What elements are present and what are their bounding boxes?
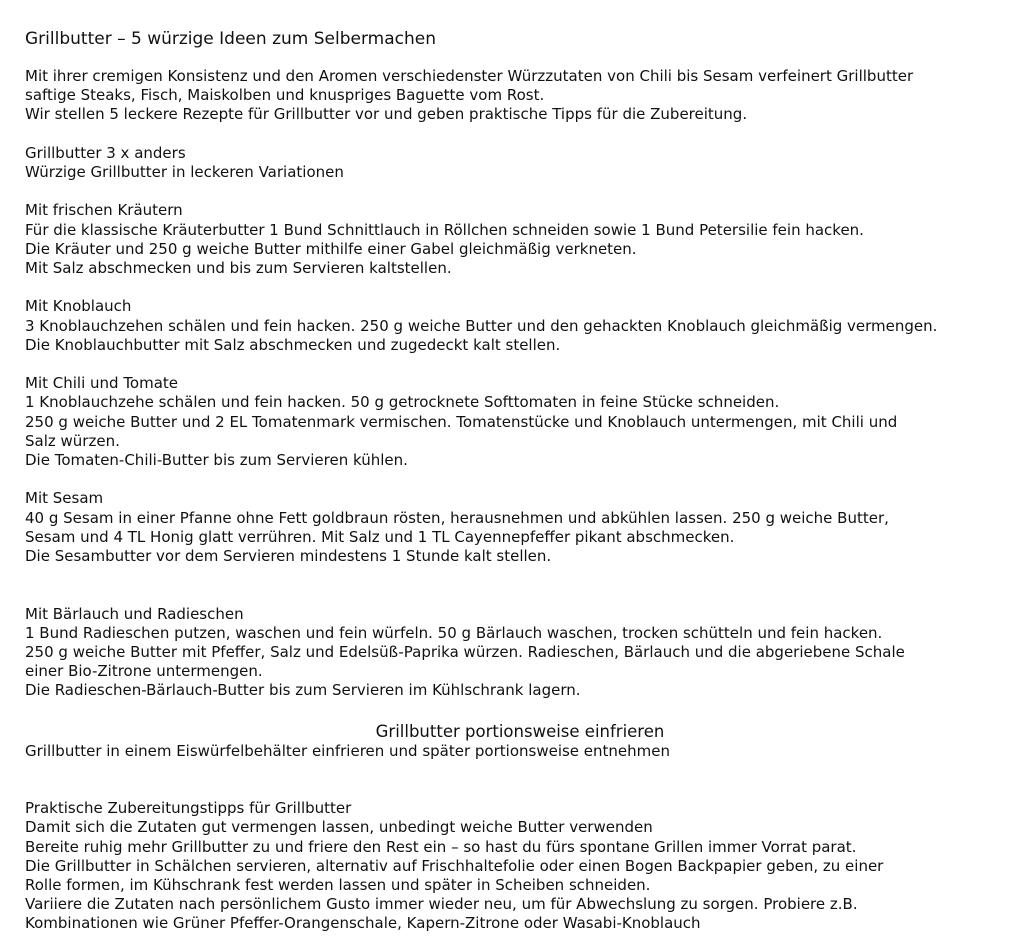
recipe-baerlauch-radieschen (25, 605, 1015, 701)
document (25, 28, 1015, 934)
recipe-chili-tomate (25, 374, 1015, 470)
recipe-line: Die Knoblauchbutter mit Salz abschmecken und zugedeckt kalt stellen. (25, 335, 561, 354)
recipe-kraeuter (25, 201, 1015, 278)
freeze-heading: Grillbutter portionsweise einfrieren (375, 721, 665, 741)
recipe-line: Die Kräuter und 250 g weiche Butter mithilfe einer Gabel gleichmäßig verkneten. (25, 239, 637, 258)
recipe-sesam (25, 489, 1015, 566)
section-subheading: Würzige Grillbutter in leckeren Variationen (25, 163, 344, 181)
recipe-line: Mit Salz abschmecken und bis zum Servieren kaltstellen. (25, 259, 452, 277)
recipe-knoblauch (25, 297, 1015, 355)
intro-line: saftige Steaks, Fisch, Maiskolben und knuspriges Baguette vom Rost. (25, 86, 545, 105)
recipe-heading: Mit frischen Kräutern (25, 201, 183, 220)
intro (25, 67, 1015, 125)
tip-line: Damit sich die Zutaten gut vermengen lassen, unbedingt weiche Butter verwenden (25, 818, 653, 837)
recipe-line: Salz würzen. (25, 431, 120, 450)
recipe-line: 1 Knoblauchzehe schälen und fein hacken. 50 g getrocknete Softtomaten in feine Stücke schneiden. (25, 393, 780, 412)
recipe-heading: Mit Bärlauch und Radieschen (25, 604, 244, 623)
tip-line: Bereite ruhig mehr Grillbutter zu und friere den Rest ein – so hast du fürs spontane Grillen immer Vorrat parat. (25, 837, 857, 856)
recipe-line: 40 g Sesam in einer Pfanne ohne Fett goldbraun rösten, herausnehmen und abkühlen lassen. 250 g weiche Butter, (25, 508, 889, 527)
page-title: Grillbutter – 5 würzige Ideen zum Selbermachen (25, 29, 436, 49)
recipe-line: Die Tomaten-Chili-Butter bis zum Servieren kühlen. (25, 451, 408, 469)
recipe-line: 250 g weiche Butter und 2 EL Tomatenmark vermischen. Tomatenstücke und Knoblauch untermengen, mit Chili und (25, 412, 898, 431)
tip-line: Die Grillbutter in Schälchen servieren, alternativ auf Frischhaltefolie oder einen Bogen Backpapier geben, zu einer (25, 856, 884, 875)
intro-line: Wir stellen 5 leckere Rezepte für Grillbutter vor und geben praktische Tipps für die Zubereitung. (25, 105, 748, 124)
tips-heading: Praktische Zubereitungstipps für Grillbutter (25, 799, 352, 818)
recipe-line: 3 Knoblauchzehen schälen und fein hacken. 250 g weiche Butter und den gehackten Knoblauch gleichmäßig vermengen. (25, 316, 938, 335)
recipe-line: Sesam und 4 TL Honig glatt verrühren. Mit Salz und 1 TL Cayennepfeffer pikant abschmecken. (25, 527, 735, 546)
tip-line: Variiere die Zutaten nach persönlichem Gusto immer wieder neu, um für Abwechslung zu sorgen. Probiere z.B. (25, 895, 858, 914)
recipe-heading: Mit Chili und Tomate (25, 374, 179, 393)
recipe-line: Für die klassische Kräuterbutter 1 Bund Schnittlauch in Röllchen schneiden sowie 1 Bund Petersilie fein hacken. (25, 220, 864, 239)
tip-line: Rolle formen, im Kühschrank fest werden lassen und später in Scheiben schneiden. (25, 876, 651, 895)
freeze-section (25, 722, 1015, 761)
tip-line: Kombinationen wie Grüner Pfeffer-Orangenschale, Kapern-Zitrone oder Wasabi-Knoblauch (25, 914, 701, 933)
recipe-line: Die Radieschen-Bärlauch-Butter bis zum Servieren im Kühlschrank lagern. (25, 681, 581, 700)
recipe-heading: Mit Knoblauch (25, 297, 132, 316)
freeze-text: Grillbutter in einem Eiswürfelbehälter einfrieren und später portionsweise entnehmen (25, 741, 670, 760)
recipe-line: einer Bio-Zitrone untermengen. (25, 662, 263, 681)
recipe-line: 1 Bund Radieschen putzen, waschen und fein würfeln. 50 g Bärlauch waschen, trocken schütteln und fein hacken. (25, 623, 883, 642)
section-heading: Grillbutter 3 x anders (25, 143, 186, 162)
recipe-line: Die Sesambutter vor dem Servieren mindestens 1 Stunde kalt stellen. (25, 547, 552, 565)
recipe-heading: Mit Sesam (25, 489, 104, 508)
recipe-line: 250 g weiche Butter mit Pfeffer, Salz und Edelsüß-Paprika würzen. Radieschen, Bärlauch und die abgeriebene Schale (25, 643, 905, 661)
intro-line: Mit ihrer cremigen Konsistenz und den Aromen verschiedenster Würzzutaten von Chili bis Sesam verfeinert Grillbutter (25, 67, 914, 85)
tips-section (25, 799, 1015, 933)
